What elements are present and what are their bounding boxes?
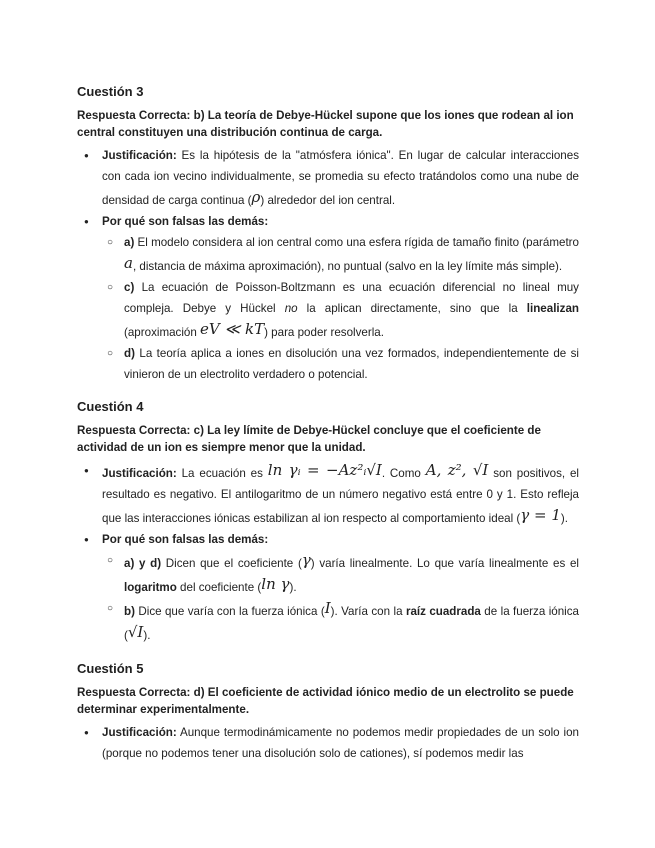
a-symbol: a bbox=[124, 254, 133, 272]
question-5-title: Cuestión 5 bbox=[77, 661, 144, 676]
gamma-symbol: γ bbox=[301, 551, 311, 569]
rho-symbol: ρ bbox=[251, 188, 261, 206]
question-3-others-heading: ● Por qué son falsas las demás: bbox=[77, 211, 579, 232]
question-4-title: Cuestión 4 bbox=[77, 399, 144, 414]
question-4-section bbox=[77, 399, 579, 646]
question-3-option-d: ○ d) La teoría aplica a iones en disolución una vez formados, independientemente de si vinieron de un electrolito verdadero o potencial. bbox=[77, 343, 579, 385]
question-3-justification: ● Justificación: Es la hipótesis de la "atmósfera iónica". En lugar de calcular interacciones con cada ion vecino individualmente, se promedia su efecto tratándolos como una nube de densidad de carga continua (ρ) alrededor del ion central. bbox=[77, 145, 579, 211]
question-4-option-a-d: ○ a) y d) Dicen que el coeficiente (γ) varía linealmente. Lo que varía linealmente es el logaritmo del coeficiente (ln γ). bbox=[77, 550, 579, 598]
question-4-others-heading: ● Por qué son falsas las demás: bbox=[77, 529, 579, 550]
question-4-answer: Respuesta Correcta: c) La ley límite de Debye-Hückel concluye que el coeficiente de actividad de un ion es siempre menor que la unidad. bbox=[77, 424, 541, 454]
gamma-equals-one: γ = 1 bbox=[520, 506, 561, 524]
eV-kT-formula: eV ≪ kT bbox=[200, 320, 265, 338]
positive-terms-formula: A, z², √I bbox=[425, 461, 489, 479]
question-5-list bbox=[77, 722, 579, 764]
question-5-section bbox=[77, 661, 579, 764]
question-3-list bbox=[77, 145, 579, 385]
question-3-answer: Respuesta Correcta: b) La teoría de Debye-Hückel supone que los iones que rodean al ion central constituyen una distribución continua de carga. bbox=[77, 109, 574, 139]
ln-gamma-symbol: ln γ bbox=[261, 575, 290, 593]
debye-huckel-formula: ln γᵢ = −Az²ᵢ√I bbox=[267, 461, 382, 479]
question-3-option-a: ○ a) El modelo considera al ion central como una esfera rígida de tamaño finito (parámetro a, distancia de máxima aproximación), no puntual (salvo en la ley límite más simple). bbox=[77, 232, 579, 277]
question-5-justification: ● Justificación: Aunque termodinámicamente no podemos medir propiedades de un solo ion (porque no podemos tener una disolución solo de cationes), sí podemos medir las bbox=[77, 722, 579, 764]
question-5-answer: Respuesta Correcta: d) El coeficiente de actividad iónico medio de un electrolito se puede determinar experimentalmente. bbox=[77, 686, 574, 716]
ionic-strength-symbol: I bbox=[324, 599, 331, 617]
question-4-option-b: ○ b) Dice que varía con la fuerza iónica (I). Varía con la raíz cuadrada de la fuerza iónica (√I). bbox=[77, 598, 579, 646]
question-4-justification: ● Justificación: La ecuación es ln γᵢ = −Az²ᵢ√I. Como A, z², √I son positivos, el resultado es negativo. El antilogaritmo de un número negativo está entre 0 y 1. Esto refleja que las interacciones iónicas estabilizan al ion respecto al comportamiento ideal (γ = 1). bbox=[77, 460, 579, 529]
question-3-option-c: ○ c) La ecuación de Poisson-Boltzmann es una ecuación diferencial no lineal muy compleja. Debye y Hückel no la aplican directamente, sino que la linealizan (aproximación eV ≪ kT) para poder resolverla. bbox=[77, 277, 579, 343]
question-3-section bbox=[77, 84, 579, 385]
question-3-title: Cuestión 3 bbox=[77, 84, 144, 99]
question-4-list bbox=[77, 460, 579, 646]
sqrt-ionic-strength-symbol: √I bbox=[127, 623, 144, 641]
